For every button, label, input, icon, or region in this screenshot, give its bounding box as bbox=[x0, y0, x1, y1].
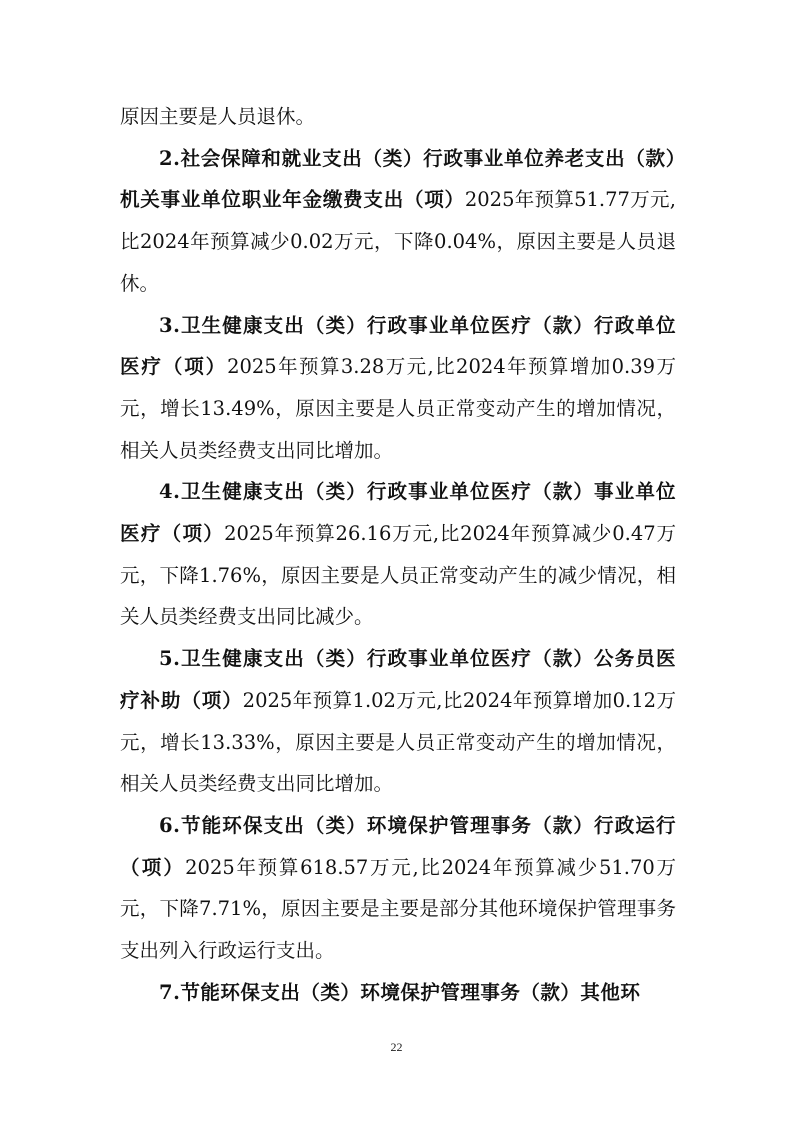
paragraph-1-continuation: 原因主要是人员退休。 bbox=[120, 105, 316, 128]
paragraph-5 bbox=[120, 638, 676, 805]
paragraph-7-heading: 7.节能环保支出（类）环境保护管理事务（款）其他环 bbox=[159, 980, 641, 1004]
paragraph-2 bbox=[120, 138, 676, 305]
paragraph-6-text: 2025年预算618.57万元,比2024年预算减少51.70万元，下降7.71%，原因主要是主要是部分其他环境保护管理事务支出列入行政运行支出。 bbox=[120, 855, 676, 963]
paragraph-5-text: 2025年预算1.02万元,比2024年预算增加0.12万元，增长13.33%，原因主要是人员正常变动产生的增加情况，相关人员类经费支出同比增加。 bbox=[120, 688, 676, 796]
page-number: 22 bbox=[390, 1040, 403, 1054]
paragraph-4-text: 2025年预算26.16万元,比2024年预算减少0.47万元，下降1.76%，原因主要是人员正常变动产生的减少情况，相关人员类经费支出同比减少。 bbox=[120, 522, 676, 629]
paragraph-6 bbox=[120, 805, 676, 972]
paragraph-3 bbox=[120, 305, 676, 472]
body-text bbox=[120, 96, 676, 1013]
paragraph-4-heading: 4.卫生健康支出（类）行政事业单位医疗（款）事业单位医疗（项） bbox=[120, 480, 676, 546]
paragraph-7 bbox=[120, 972, 676, 1014]
paragraph-2-text: 2025年预算51.77万元,比2024年预算减少0.02万元，下降0.04%，原因主要是人员退休。 bbox=[120, 188, 676, 295]
paragraph-6-heading: 6.节能环保支出（类）环境保护管理事务（款）行政运行（项） bbox=[120, 813, 676, 879]
paragraph-2-heading: 2.社会保障和就业支出（类）行政事业单位养老支出（款）机关事业单位职业年金缴费支出（项） bbox=[120, 146, 676, 212]
paragraph-3-text: 2025年预算3.28万元,比2024年预算增加0.39万元，增长13.49%，原因主要是人员正常变动产生的增加情况，相关人员类经费支出同比增加。 bbox=[120, 355, 676, 462]
paragraph-3-heading: 3.卫生健康支出（类）行政事业单位医疗（款）行政单位医疗（项） bbox=[120, 313, 676, 379]
paragraph-5-heading: 5.卫生健康支出（类）行政事业单位医疗（款）公务员医疗补助（项） bbox=[120, 647, 676, 712]
paragraph-4 bbox=[120, 471, 676, 638]
